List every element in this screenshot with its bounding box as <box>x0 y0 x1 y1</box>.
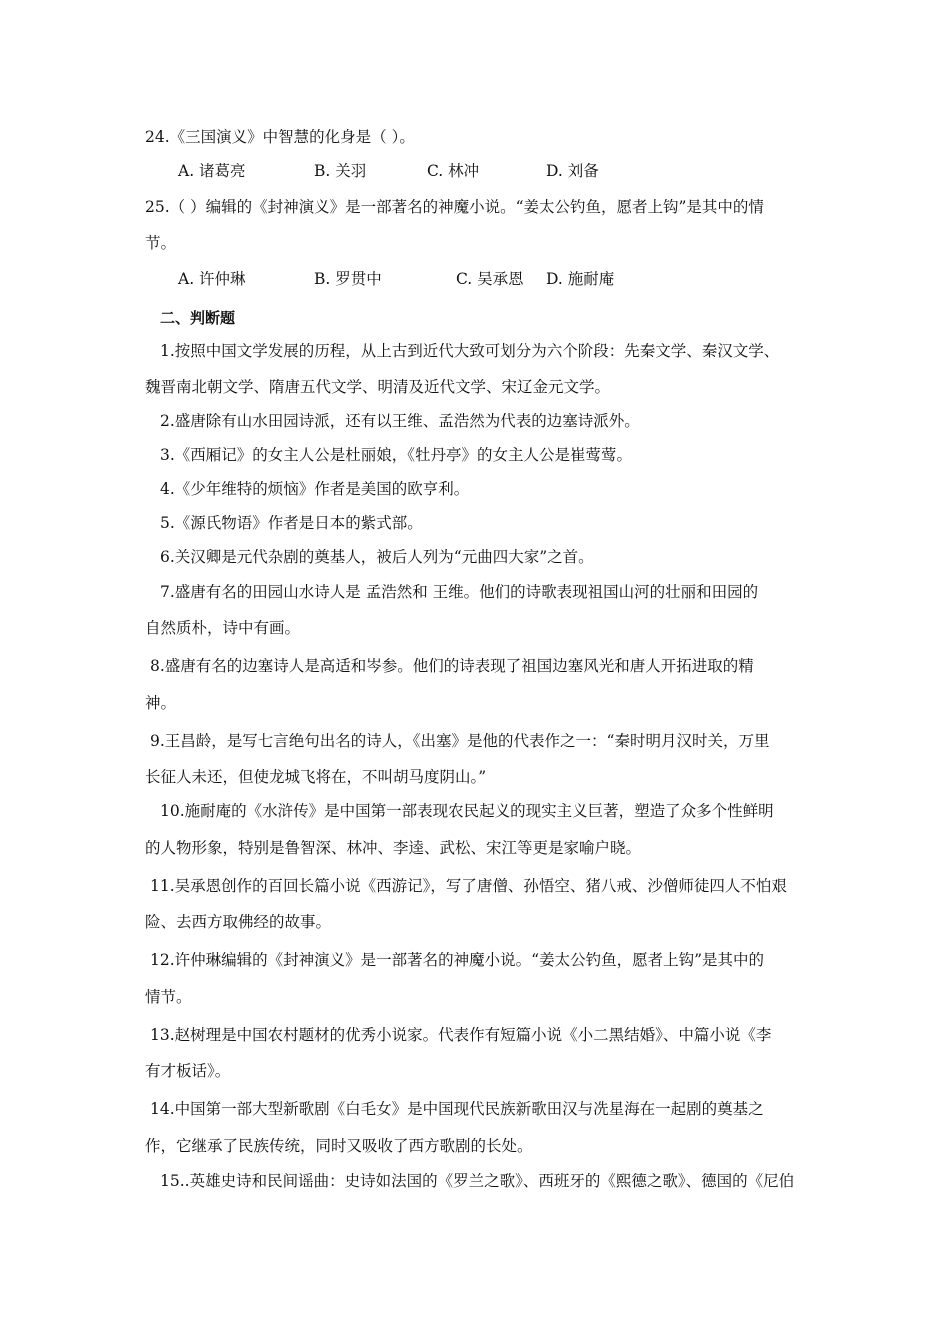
judgment-1-line-2: 魏晋南北朝文学、隋唐五代文学、明清及近代文学、宋辽金元文学。 <box>145 378 611 396</box>
judgment-13-line-1: 13.赵树理是中国农村题材的优秀小说家。代表作有短篇小说《小二黑结婚》、中篇小说《李 <box>150 1026 772 1044</box>
judgment-14-line-1: 14.中国第一部大型新歌剧《白毛女》是中国现代民族新歌田汉与冼星海在一起剧的奠基之 <box>150 1100 764 1118</box>
judgment-1-line-1: 1.按照中国文学发展的历程，从上古到近代大致可划分为六个阶段：先秦文学、秦汉文学、 <box>160 342 780 360</box>
option-d: D. 刘备 <box>546 162 599 180</box>
judgment-2: 2.盛唐除有山水田园诗派，还有以王维、孟浩然为代表的边塞诗派外。 <box>160 412 640 430</box>
option-b: B. 罗贯中 <box>314 270 382 288</box>
judgment-15-line-1: 15..英雄史诗和民间谣曲：史诗如法国的《罗兰之歌》、西班牙的《熙德之歌》、德国的《尼伯 <box>160 1172 795 1190</box>
judgment-13-line-2: 有才板话》。 <box>145 1062 231 1080</box>
option-a: A. 许仲琳 <box>178 270 246 288</box>
section-title: 二、判断题 <box>160 309 236 327</box>
judgment-10-line-2: 的人物形象，特别是鲁智深、林冲、李逵、武松、宋江等更是家喻户晓。 <box>145 839 642 857</box>
judgment-8-line-1: 8.盛唐有名的边塞诗人是高适和岑参。他们的诗表现了祖国边塞风光和唐人开拓进取的精 <box>150 657 754 675</box>
judgment-3: 3.《西厢记》的女主人公是杜丽娘，《牡丹亭》的女主人公是崔莺莺。 <box>160 446 633 464</box>
option-a: A. 诸葛亮 <box>178 162 246 180</box>
question-25-line-2: 节。 <box>145 234 177 252</box>
judgment-9-line-2: 长征人未还，但使龙城飞将在，不叫胡马度阴山。” <box>145 768 487 786</box>
option-c: C. 林冲 <box>427 162 480 180</box>
judgment-7-line-1: 7.盛唐有名的田园山水诗人是 孟浩然和 王维。他们的诗歌表现祖国山河的壮丽和田园的 <box>160 583 759 601</box>
judgment-6: 6.关汉卿是元代杂剧的奠基人，被后人列为“元曲四大家”之首。 <box>160 548 594 566</box>
judgment-7-line-2: 自然质朴，诗中有画。 <box>145 619 301 637</box>
option-b: B. 关羽 <box>314 162 367 180</box>
judgment-4: 4.《少年维特的烦恼》作者是美国的欧亨利。 <box>160 480 470 498</box>
judgment-12-line-1: 12.许仲琳编辑的《封神演义》是一部著名的神魔小说。“姜太公钓鱼，愿者上钩”是其中的 <box>150 951 765 969</box>
question-24: 24.《三国演义》中智慧的化身是（ ）。 <box>145 128 415 146</box>
judgment-11-line-1: 11.吴承恩创作的百回长篇小说《西游记》，写了唐僧、孙悟空、猪八戒、沙僧师徒四人不怕艰 <box>150 877 787 895</box>
judgment-11-line-2: 险、去西方取佛经的故事。 <box>145 913 332 931</box>
question-25-line-1: 25.（ ）编辑的《封神演义》是一部著名的神魔小说。“姜太公钓鱼，愿者上钩”是其中的情 <box>145 198 764 216</box>
judgment-12-line-2: 情节。 <box>145 988 192 1006</box>
option-d: D. 施耐庵 <box>546 270 615 288</box>
option-c: C. 吴承恩 <box>456 270 524 288</box>
judgment-9-line-1: 9.王昌龄，是写七言绝句出名的诗人，《出塞》是他的代表作之一：“秦时明月汉时关，万里 <box>150 732 770 750</box>
judgment-14-line-2: 作，它继承了民族传统，同时又吸收了西方歌剧的长处。 <box>145 1137 533 1155</box>
judgment-8-line-2: 神。 <box>145 694 177 712</box>
judgment-10-line-1: 10.施耐庵的《水浒传》是中国第一部表现农民起义的现实主义巨著，塑造了众多个性鲜明 <box>160 802 774 820</box>
judgment-5: 5.《源氏物语》作者是日本的紫式部。 <box>160 514 423 532</box>
